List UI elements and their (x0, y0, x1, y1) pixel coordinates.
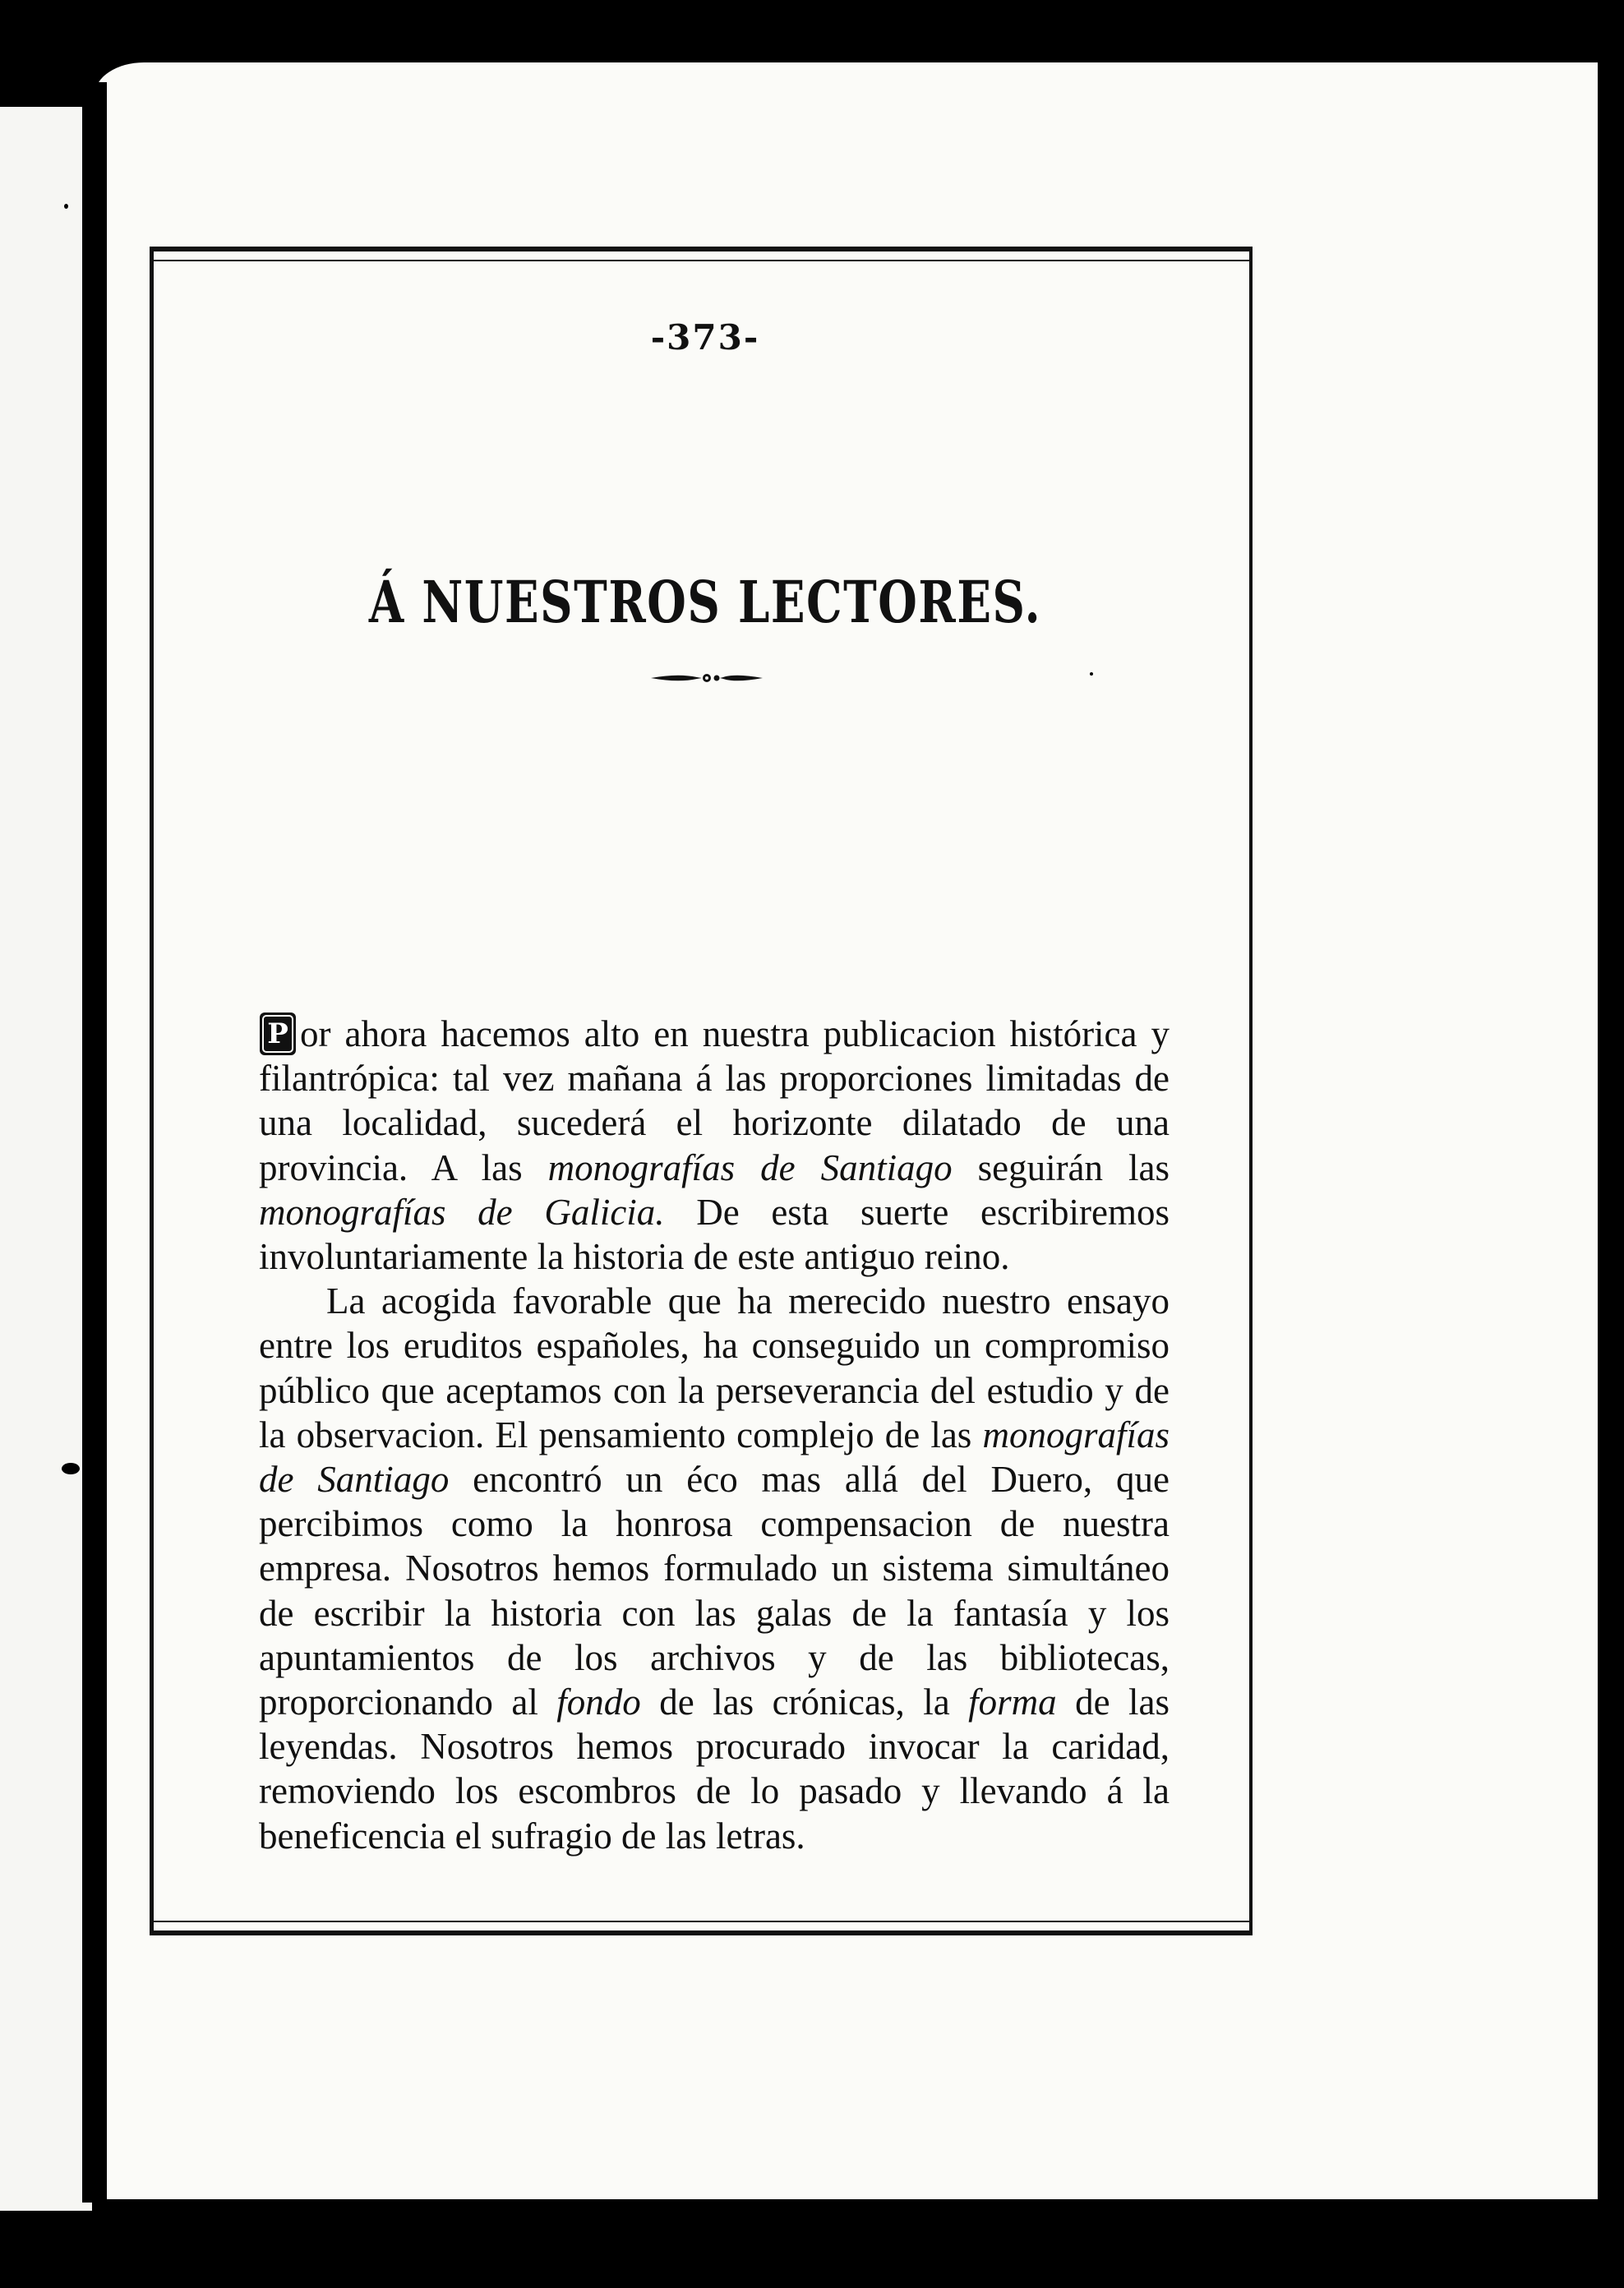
italic-forma: forma (968, 1681, 1057, 1723)
scan-speck (62, 1463, 80, 1474)
italic-fondo: fondo (556, 1681, 641, 1723)
page-title: Á NUESTROS LECTORES. (368, 568, 1042, 636)
paragraph-2-text: de las crónicas, la (640, 1681, 969, 1723)
page-frame (150, 247, 1253, 1935)
italic-monografias-santiago: monografías de Santiago (547, 1146, 953, 1188)
paragraph-1-text: De esta suerte escribiremos involuntariamente la historia de este antiguo reino. (259, 1191, 1170, 1278)
ornament-divider-icon (649, 669, 764, 687)
paragraph-1-text: seguirán las (952, 1146, 1170, 1188)
paragraph-1-text: or ahora hacemos alto en nuestra publicacion histórica y filantrópica: tal vez mañana á las proporciones limitadas de una localidad, sucederá el horizonte dilatado de una provincia. A las (259, 1013, 1170, 1188)
italic-monografias-galicia: monografías de Galicia. (259, 1191, 665, 1233)
gutter-shadow (82, 82, 107, 2203)
scan-speck (90, 355, 95, 360)
dropcap-letter: P (267, 1017, 288, 1050)
scan-speck (64, 204, 68, 209)
paragraph-2-text: La acogida favorable que ha merecido nuestro ensayo entre los eruditos españoles, ha conseguido un compromiso público que aceptamos con la perseverancia del estudio y de la observacion. El pensamiento complejo de las (259, 1280, 1170, 1455)
paragraph-1 (259, 1012, 1170, 1279)
left-page-edge (0, 107, 92, 2211)
italic-monografias-santiago: monografías de Santiago (259, 1414, 1170, 1501)
page-number: -373- (650, 317, 760, 358)
dropcap (259, 1012, 297, 1056)
paragraph-2 (259, 1279, 1170, 1858)
body-text (259, 1012, 1170, 1858)
paragraph-2-text: encontró un éco mas allá del Duero, que percibimos como la honrosa compensacion de nuestra empresa. Nosotros hemos formulado un sistema simultáneo de escribir la historia con las galas de la fantasía y los apuntamientos de los archivos y de las bibliotecas, proporcionando al (259, 1459, 1170, 1723)
paragraph-2-text: de las leyendas. Nosotros hemos procurado invocar la caridad, removiendo los escombros de lo pasado y llevando á la beneficencia el sufragio de las letras. (259, 1681, 1170, 1857)
scan-speck (87, 672, 91, 676)
